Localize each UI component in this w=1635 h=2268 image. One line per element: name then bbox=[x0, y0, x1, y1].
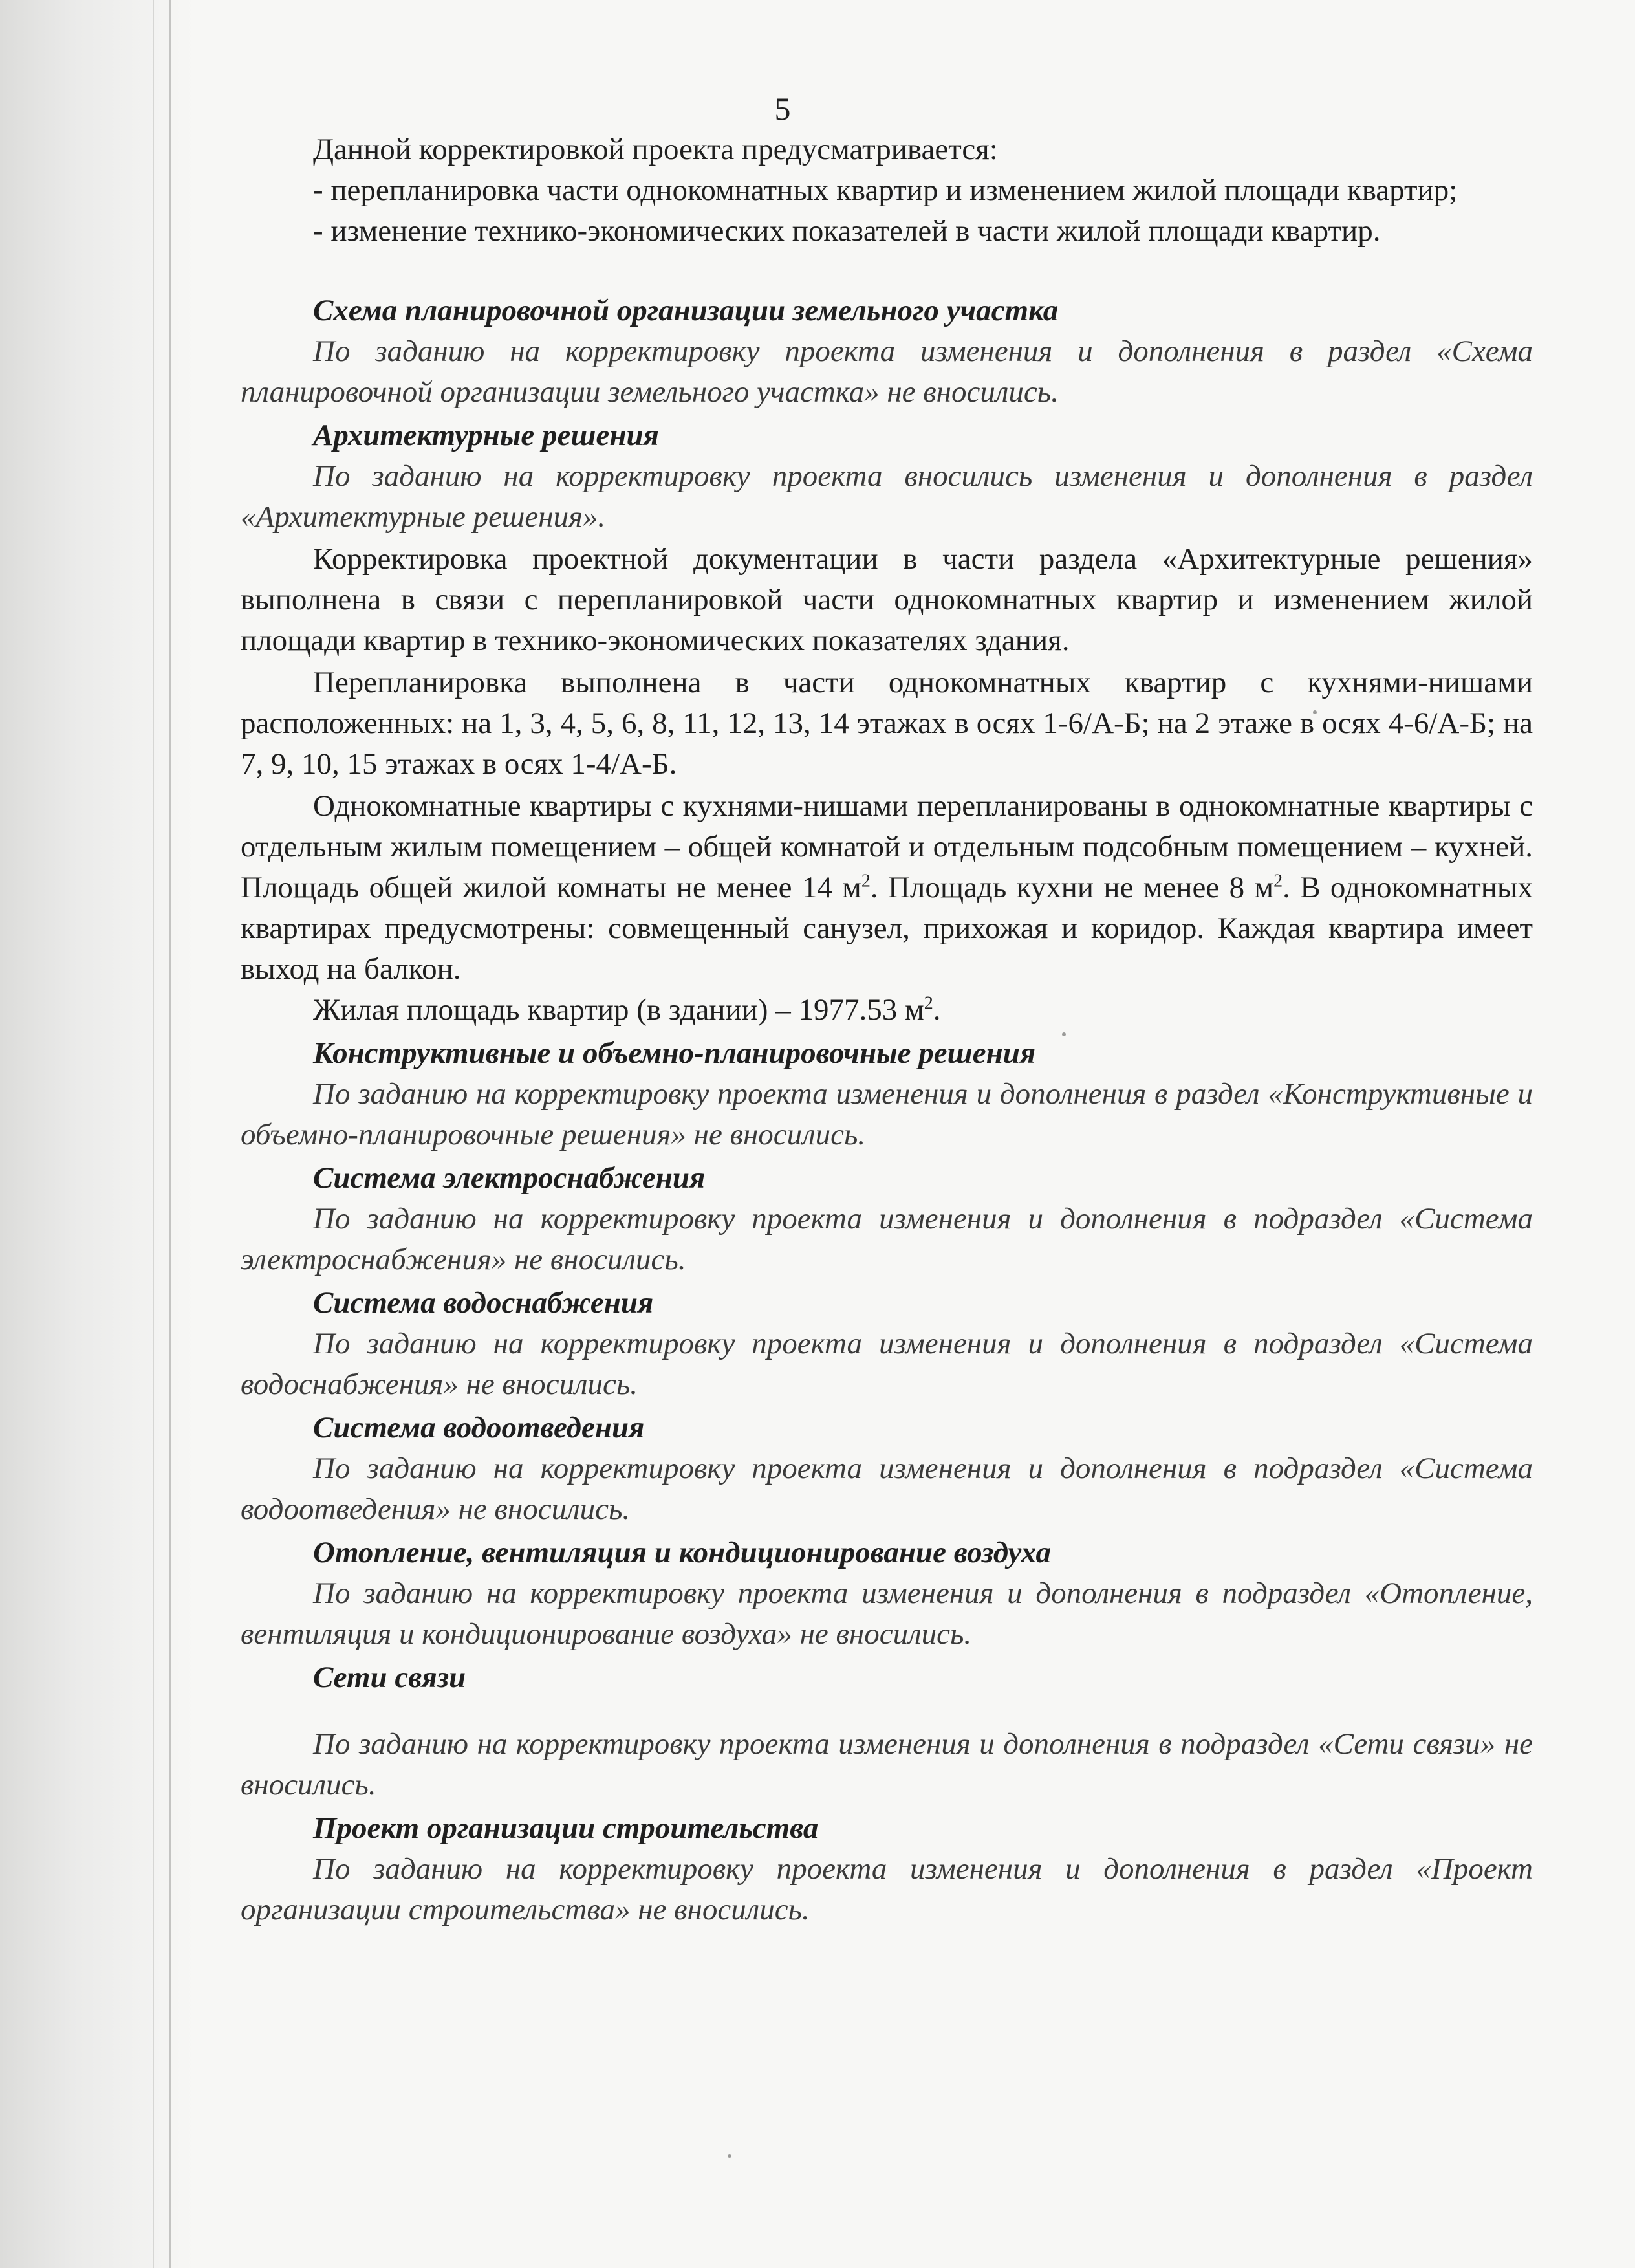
section-heading: Архитектурные решения bbox=[313, 419, 659, 452]
section-heading: Система водоотведения bbox=[313, 1411, 645, 1445]
section-heading: Сети связи bbox=[313, 1661, 466, 1694]
paragraph bbox=[241, 990, 1533, 1030]
section-heading: Проект организации строительства bbox=[313, 1811, 819, 1845]
section-note: По заданию на корректировку проекта изменения и дополнения в раздел «Проект организации строительства» не вносились. bbox=[241, 1852, 1533, 1926]
scan-speck bbox=[728, 2154, 731, 2158]
paragraph-text: . bbox=[933, 993, 941, 1027]
section-heading: Система электроснабжения bbox=[313, 1161, 706, 1195]
paragraph-text: . Площадь кухни не менее 8 м bbox=[870, 871, 1274, 904]
document-body bbox=[241, 129, 1533, 1930]
page-number: 5 bbox=[774, 91, 791, 127]
paragraph: Перепланировка выполнена в части однокомнатных квартир с кухнями-нишами расположенных: на 1, 3, 4, 5, 6, 8, 11, 12, 13, 14 этажах в осях 1-6/А-Б; на 2 этаже в осях 4-6/А-Б; на 7, 9, 10, 15 этажах в осях 1-4/А-Б. bbox=[241, 666, 1533, 781]
section-note: По заданию на корректировку проекта изменения и дополнения в подраздел «Система водоотведения» не вносились. bbox=[241, 1452, 1533, 1526]
section-heading: Система водоснабжения bbox=[313, 1286, 654, 1320]
section-heading: Конструктивные и объемно-планировочные решения bbox=[313, 1036, 1036, 1070]
intro-item: - изменение технико-экономических показателей в части жилой площади квартир. bbox=[313, 214, 1381, 248]
section-note: По заданию на корректировку проекта изменения и дополнения в раздел «Схема планировочной организации земельного участка» не вносились. bbox=[241, 334, 1533, 409]
paragraph: Корректировка проектной документации в части раздела «Архитектурные решения» выполнена в связи с перепланировкой части однокомнатных квартир и изменением жилой площади квартир в технико-экономических показателях здания. bbox=[241, 542, 1533, 657]
binding-line bbox=[153, 0, 154, 2268]
superscript: 2 bbox=[924, 993, 933, 1014]
intro-lead: Данной корректировкой проекта предусматривается: bbox=[313, 133, 998, 166]
section-note: По заданию на корректировку проекта изменения и дополнения в подраздел «Сети связи» не вносились. bbox=[241, 1727, 1533, 1802]
section-note: По заданию на корректировку проекта изменения и дополнения в подраздел «Система электроснабжения» не вносились. bbox=[241, 1202, 1533, 1276]
intro-item: - перепланировка части однокомнатных квартир и изменением жилой площади квартир; bbox=[313, 173, 1458, 207]
paragraph-text: Жилая площадь квартир (в здании) – 1977.53 м bbox=[313, 993, 924, 1027]
paragraph bbox=[241, 786, 1533, 990]
paragraph-text: Однокомнатные квартиры с кухнями-нишами перепланированы в однокомнатные квартиры с отдельным жилым помещением – общей комнатой и отдельным подсобным помещением – кухней. Площадь общей жилой комнаты не менее 14 м bbox=[241, 789, 1533, 904]
paragraph-text: . В однокомнатных квартирах предусмотрены: совмещенный санузел, прихожая и коридор. Каждая квартира имеет выход на балкон. bbox=[241, 871, 1533, 986]
binding-line bbox=[169, 0, 171, 2268]
superscript: 2 bbox=[861, 871, 871, 891]
section-heading: Отопление, вентиляция и кондиционирование воздуха bbox=[313, 1536, 1052, 1569]
section-note: По заданию на корректировку проекта изменения и дополнения в подраздел «Система водоснабжения» не вносились. bbox=[241, 1327, 1533, 1401]
page-edge-shadow bbox=[0, 0, 194, 2268]
section-note: По заданию на корректировку проекта изменения и дополнения в подраздел «Отопление, вентиляция и кондиционирование воздуха» не вносились. bbox=[241, 1576, 1533, 1651]
superscript: 2 bbox=[1273, 871, 1283, 891]
section-heading: Схема планировочной организации земельного участка bbox=[313, 294, 1059, 327]
section-note: По заданию на корректировку проекта изменения и дополнения в раздел «Конструктивные и объемно-планировочные решения» не вносились. bbox=[241, 1077, 1533, 1151]
section-note: По заданию на корректировку проекта вносились изменения и дополнения в раздел «Архитектурные решения». bbox=[241, 459, 1533, 534]
